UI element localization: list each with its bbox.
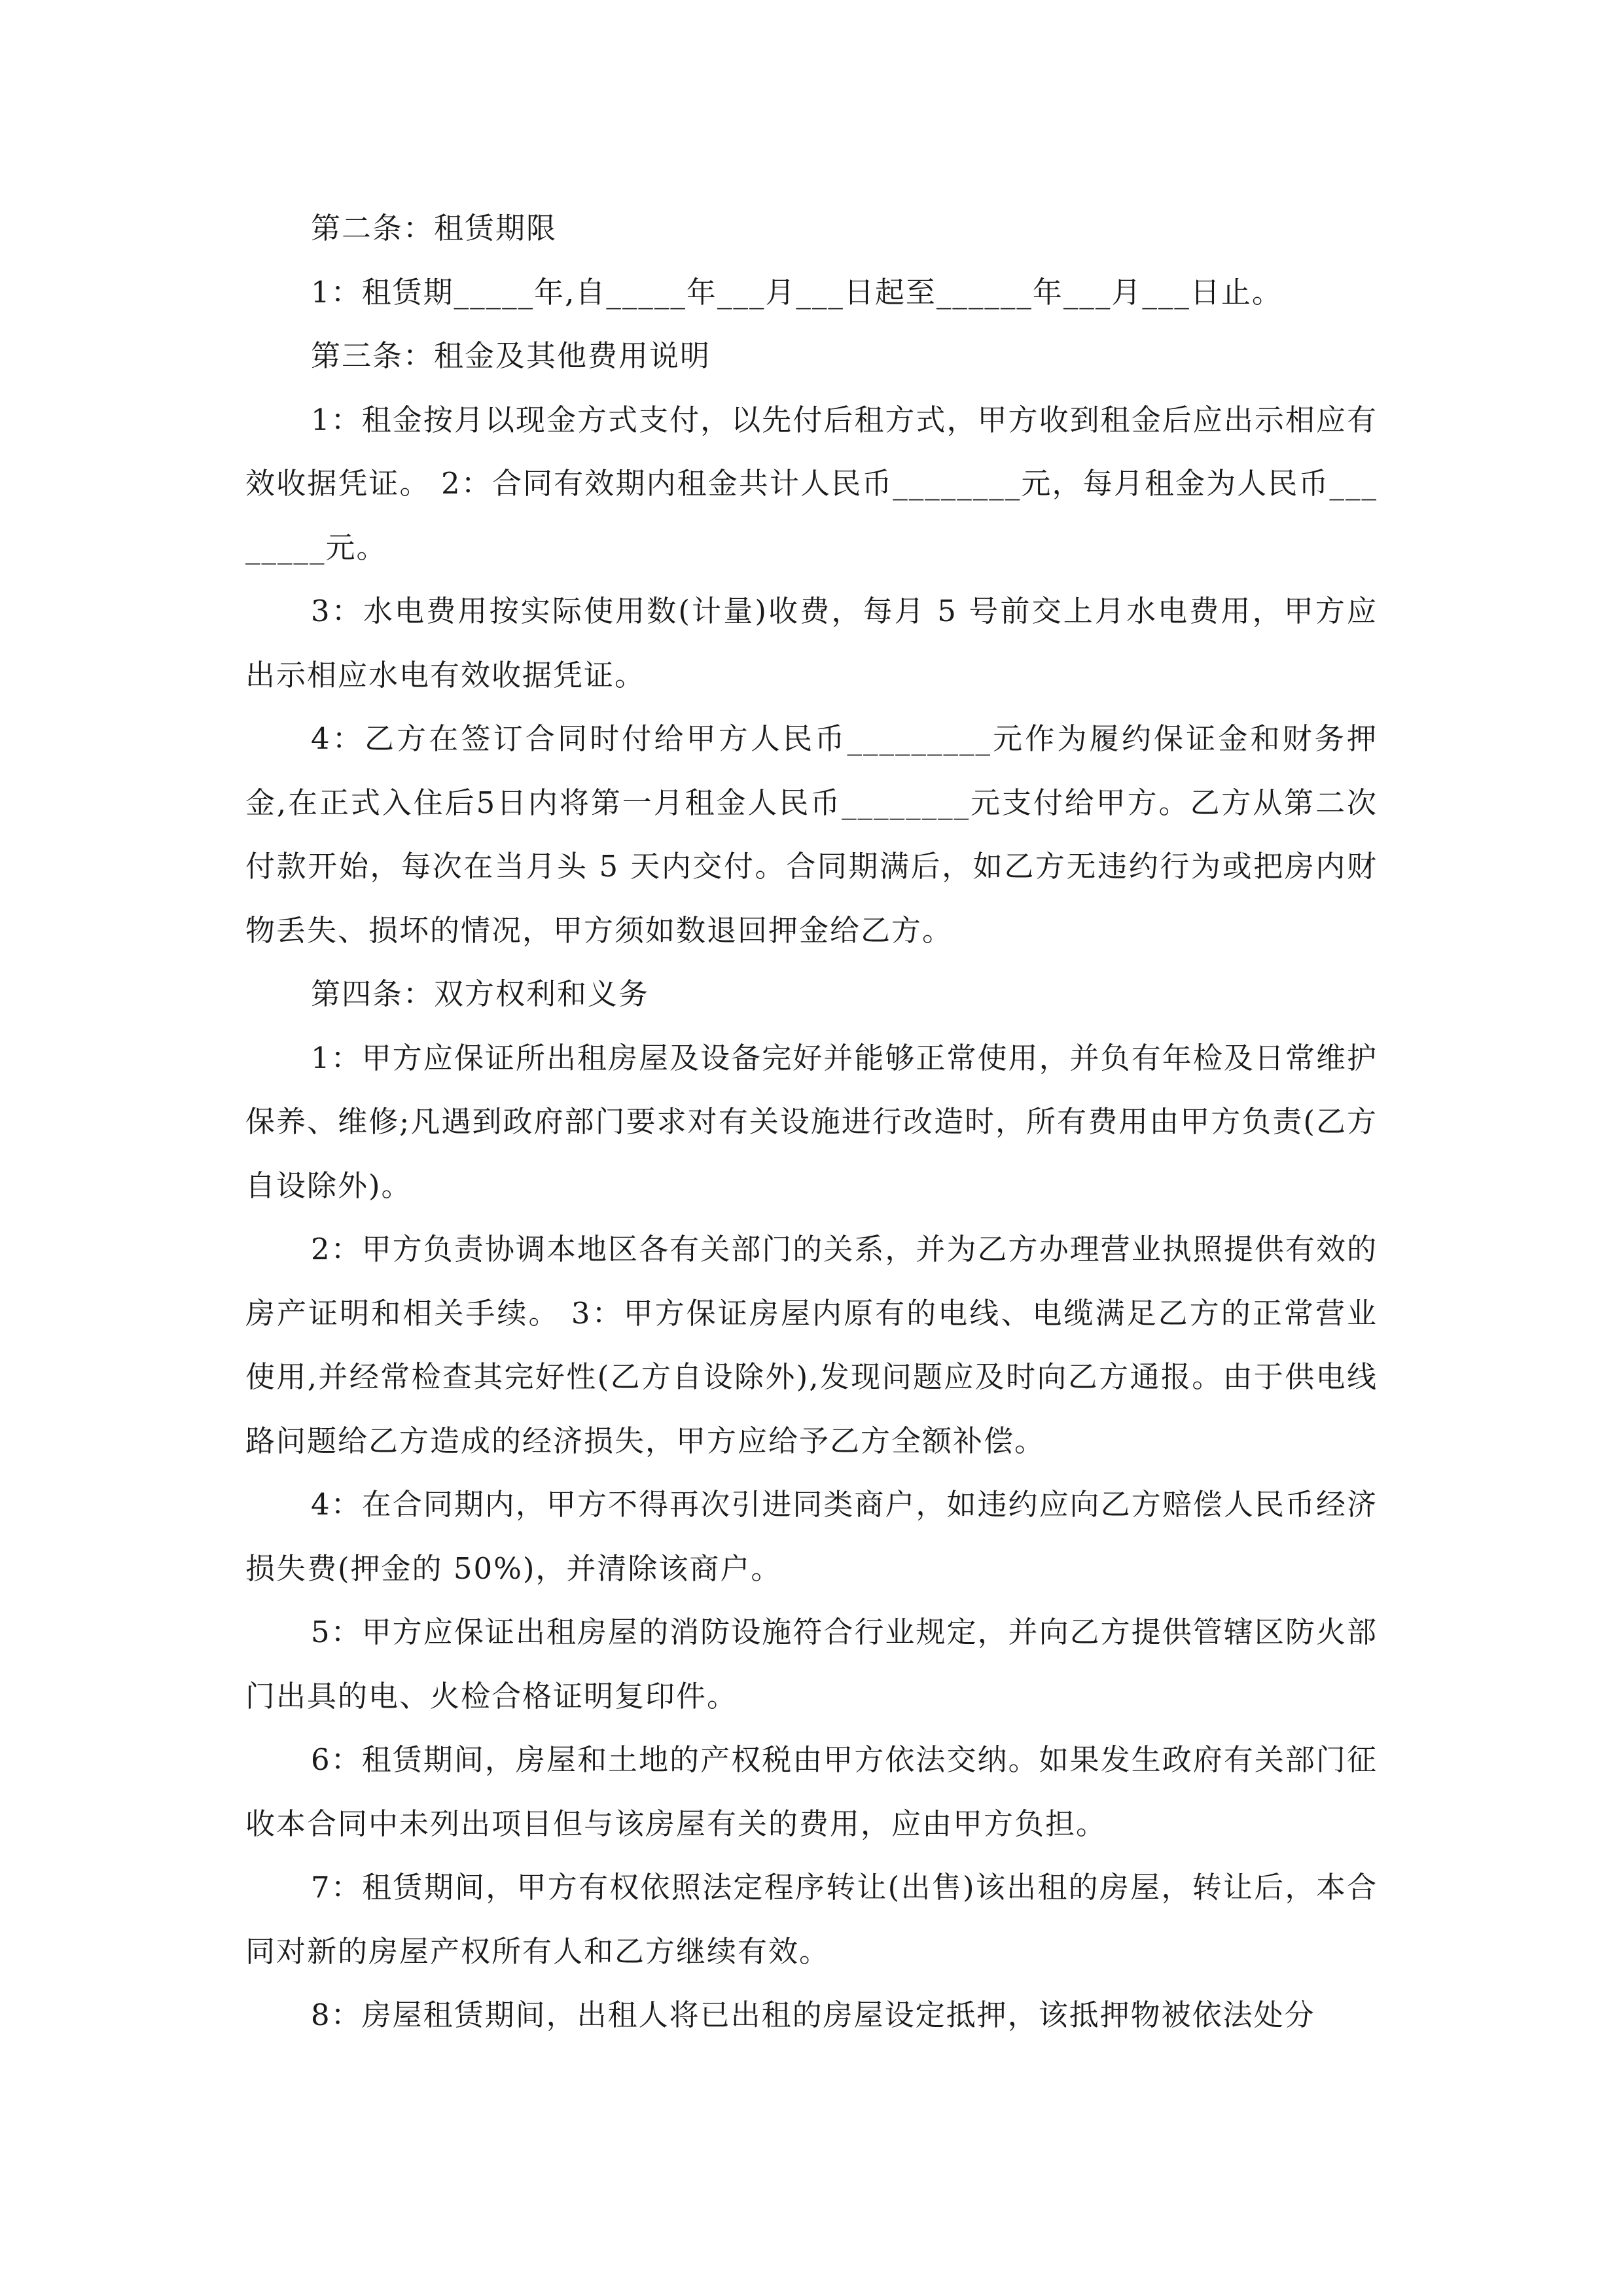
article-4-clause-7: 7：租赁期间，甲方有权依照法定程序转让(出售)该出租的房屋，转让后，本合同对新的房屋产权所有人和乙方继续有效。 (245, 1870, 1378, 1969)
article-4-clause-2-3: 2：甲方负责协调本地区各有关部门的关系，并为乙方办理营业执照提供有效的房产证明和相关手续。 3：甲方保证房屋内原有的电线、电缆满足乙方的正常营业使用,并经常检查其完好性(乙方自设除外),发现问题应及时向乙方通报。由于供电线路问题给乙方造成的经济损失，甲方应给予乙方全额补偿。 (245, 1232, 1378, 1458)
article-4-clause-5: 5：甲方应保证出租房屋的消防设施符合行业规定，并向乙方提供管辖区防火部门出具的电、火检合格证明复印件。 (245, 1615, 1378, 1713)
article-3-clause-4: 4：乙方在签订合同时付给甲方人民币_________元作为履约保证金和财务押金,在正式入住后5日内将第一月租金人民币________元支付给甲方。乙方从第二次付款开始，每次在当月头 5 天内交付。合同期满后，如乙方无违约行为或把房内财物丢失、损坏的情况，甲方须如数退回押金给乙方。 (245, 721, 1378, 948)
article-4-heading: 第四条：双方权利和义务 (311, 977, 650, 1011)
article-4-clause-4: 4：在合同期内，甲方不得再次引进同类商户，如违约应向乙方赔偿人民币经济损失费(押金的 50%)，并清除该商户。 (245, 1487, 1378, 1586)
article-3-clause-1-2: 1：租金按月以现金方式支付，以先付后租方式，甲方收到租金后应出示相应有效收据凭证。 2：合同有效期内租金共计人民币________元，每月租金为人民币________元。 (245, 402, 1378, 565)
article-3-clause-3: 3：水电费用按实际使用数(计量)收费，每月 5 号前交上月水电费用，甲方应出示相应水电有效收据凭证。 (245, 594, 1378, 692)
article-3-heading: 第三条：租金及其他费用说明 (311, 338, 711, 373)
contract-body (245, 196, 1378, 2047)
article-4-clause-8: 8：房屋租赁期间，出租人将已出租的房屋设定抵押，该抵押物被依法处分 (311, 1998, 1315, 2032)
article-2-heading: 第二条：租赁期限 (311, 211, 558, 245)
article-4-clause-6: 6：租赁期间，房屋和土地的产权税由甲方依法交纳。如果发生政府有关部门征收本合同中未列出项目但与该房屋有关的费用，应由甲方负担。 (245, 1742, 1378, 1841)
article-2-clause-1: 1：租赁期_____年,自_____年___月___日起至______年___月___日止。 (311, 274, 1283, 310)
article-4-clause-1: 1：甲方应保证所出租房屋及设备完好并能够正常使用，并负有年检及日常维护保养、维修;凡遇到政府部门要求对有关设施进行改造时，所有费用由甲方负责(乙方自设除外)。 (245, 1040, 1378, 1203)
